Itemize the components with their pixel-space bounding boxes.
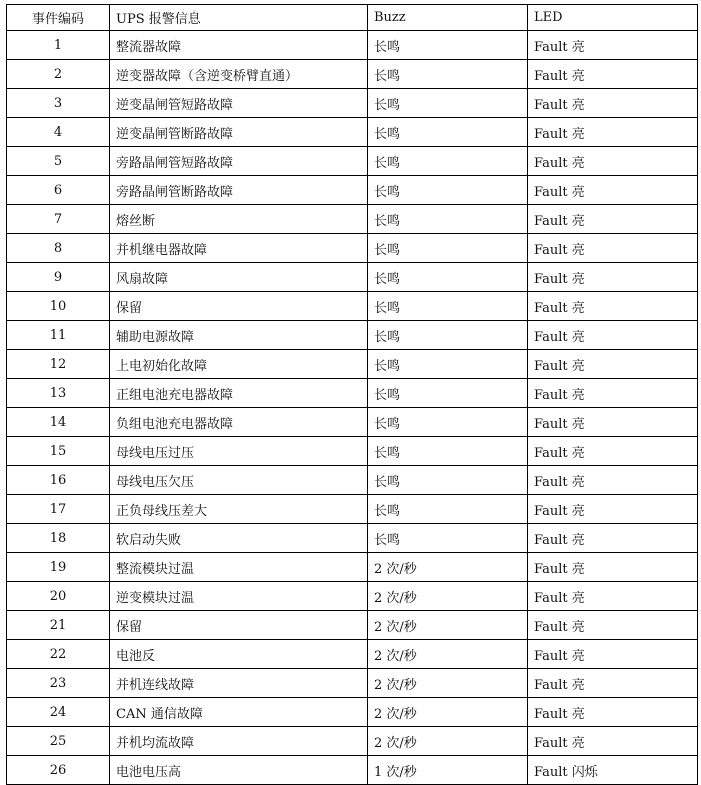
buzz-cell: 长鸣 <box>368 205 528 234</box>
event-code-cell: 22 <box>7 640 110 669</box>
led-cell: Fault 亮 <box>528 408 698 437</box>
alarm-info-cell: 保留 <box>110 292 368 321</box>
led-cell: Fault 亮 <box>528 31 698 60</box>
table-row <box>7 89 698 118</box>
led-cell: Fault 亮 <box>528 292 698 321</box>
alarm-info-cell: 并机继电器故障 <box>110 234 368 263</box>
buzz-cell: 长鸣 <box>368 524 528 553</box>
table-row <box>7 437 698 466</box>
alarm-info-cell: 整流模块过温 <box>110 553 368 582</box>
table-row <box>7 669 698 698</box>
led-cell: Fault 亮 <box>528 321 698 350</box>
table-header-row <box>7 5 698 31</box>
led-cell: Fault 亮 <box>528 379 698 408</box>
led-cell: Fault 亮 <box>528 727 698 756</box>
buzz-cell: 长鸣 <box>368 437 528 466</box>
led-cell: Fault 亮 <box>528 147 698 176</box>
buzz-cell: 1 次/秒 <box>368 756 528 785</box>
buzz-cell: 长鸣 <box>368 118 528 147</box>
alarm-table-container <box>6 4 698 785</box>
led-cell: Fault 亮 <box>528 698 698 727</box>
alarm-info-cell: 并机连线故障 <box>110 669 368 698</box>
led-cell: Fault 亮 <box>528 205 698 234</box>
buzz-cell: 2 次/秒 <box>368 727 528 756</box>
event-code-cell: 18 <box>7 524 110 553</box>
alarm-info-cell: 逆变模块过温 <box>110 582 368 611</box>
header-event-code: 事件编码 <box>7 5 110 31</box>
alarm-info-cell: 负组电池充电器故障 <box>110 408 368 437</box>
alarm-info-cell: 上电初始化故障 <box>110 350 368 379</box>
event-code-cell: 4 <box>7 118 110 147</box>
table-row <box>7 147 698 176</box>
header-led: LED <box>528 5 698 31</box>
alarm-info-cell: 电池电压高 <box>110 756 368 785</box>
table-row <box>7 727 698 756</box>
table-row <box>7 118 698 147</box>
event-code-cell: 5 <box>7 147 110 176</box>
event-code-cell: 7 <box>7 205 110 234</box>
led-cell: Fault 亮 <box>528 234 698 263</box>
alarm-info-cell: 母线电压过压 <box>110 437 368 466</box>
table-row <box>7 408 698 437</box>
table-row <box>7 350 698 379</box>
table-row <box>7 205 698 234</box>
alarm-info-cell: CAN 通信故障 <box>110 698 368 727</box>
event-code-cell: 11 <box>7 321 110 350</box>
event-code-cell: 21 <box>7 611 110 640</box>
table-row <box>7 698 698 727</box>
table-row <box>7 234 698 263</box>
buzz-cell: 长鸣 <box>368 176 528 205</box>
buzz-cell: 长鸣 <box>368 466 528 495</box>
led-cell: Fault 亮 <box>528 89 698 118</box>
event-code-cell: 23 <box>7 669 110 698</box>
alarm-info-cell: 母线电压欠压 <box>110 466 368 495</box>
alarm-info-cell: 风扇故障 <box>110 263 368 292</box>
event-code-cell: 9 <box>7 263 110 292</box>
alarm-info-cell: 整流器故障 <box>110 31 368 60</box>
event-code-cell: 15 <box>7 437 110 466</box>
led-cell: Fault 亮 <box>528 553 698 582</box>
led-cell: Fault 亮 <box>528 466 698 495</box>
led-cell: Fault 亮 <box>528 437 698 466</box>
led-cell: Fault 亮 <box>528 350 698 379</box>
buzz-cell: 长鸣 <box>368 350 528 379</box>
buzz-cell: 长鸣 <box>368 89 528 118</box>
buzz-cell: 长鸣 <box>368 147 528 176</box>
ups-alarm-table <box>6 4 698 785</box>
buzz-cell: 2 次/秒 <box>368 582 528 611</box>
led-cell: Fault 亮 <box>528 524 698 553</box>
led-cell: Fault 亮 <box>528 263 698 292</box>
table-row <box>7 263 698 292</box>
table-row <box>7 176 698 205</box>
table-row <box>7 379 698 408</box>
header-alarm-info: UPS 报警信息 <box>110 5 368 31</box>
event-code-cell: 6 <box>7 176 110 205</box>
led-cell: Fault 亮 <box>528 611 698 640</box>
table-row <box>7 582 698 611</box>
buzz-cell: 长鸣 <box>368 379 528 408</box>
table-row <box>7 640 698 669</box>
buzz-cell: 长鸣 <box>368 408 528 437</box>
table-row <box>7 611 698 640</box>
table-row <box>7 321 698 350</box>
led-cell: Fault 亮 <box>528 118 698 147</box>
table-row <box>7 60 698 89</box>
table-row <box>7 553 698 582</box>
buzz-cell: 2 次/秒 <box>368 553 528 582</box>
event-code-cell: 20 <box>7 582 110 611</box>
event-code-cell: 17 <box>7 495 110 524</box>
alarm-info-cell: 旁路晶闸管断路故障 <box>110 176 368 205</box>
buzz-cell: 长鸣 <box>368 31 528 60</box>
alarm-info-cell: 辅助电源故障 <box>110 321 368 350</box>
buzz-cell: 2 次/秒 <box>368 640 528 669</box>
buzz-cell: 长鸣 <box>368 292 528 321</box>
table-row <box>7 524 698 553</box>
table-row <box>7 292 698 321</box>
table-row <box>7 756 698 785</box>
buzz-cell: 长鸣 <box>368 263 528 292</box>
table-row <box>7 31 698 60</box>
buzz-cell: 2 次/秒 <box>368 669 528 698</box>
header-buzz: Buzz <box>368 5 528 31</box>
led-cell: Fault 亮 <box>528 669 698 698</box>
event-code-cell: 8 <box>7 234 110 263</box>
event-code-cell: 12 <box>7 350 110 379</box>
alarm-info-cell: 电池反 <box>110 640 368 669</box>
led-cell: Fault 亮 <box>528 60 698 89</box>
buzz-cell: 2 次/秒 <box>368 698 528 727</box>
alarm-info-cell: 正组电池充电器故障 <box>110 379 368 408</box>
table-row <box>7 495 698 524</box>
event-code-cell: 1 <box>7 31 110 60</box>
event-code-cell: 25 <box>7 727 110 756</box>
alarm-info-cell: 并机均流故障 <box>110 727 368 756</box>
event-code-cell: 16 <box>7 466 110 495</box>
led-cell: Fault 亮 <box>528 176 698 205</box>
event-code-cell: 14 <box>7 408 110 437</box>
event-code-cell: 13 <box>7 379 110 408</box>
event-code-cell: 26 <box>7 756 110 785</box>
buzz-cell: 长鸣 <box>368 321 528 350</box>
table-row <box>7 466 698 495</box>
buzz-cell: 2 次/秒 <box>368 611 528 640</box>
alarm-info-cell: 熔丝断 <box>110 205 368 234</box>
event-code-cell: 10 <box>7 292 110 321</box>
alarm-info-cell: 保留 <box>110 611 368 640</box>
alarm-info-cell: 正负母线压差大 <box>110 495 368 524</box>
buzz-cell: 长鸣 <box>368 60 528 89</box>
buzz-cell: 长鸣 <box>368 495 528 524</box>
led-cell: Fault 亮 <box>528 495 698 524</box>
alarm-info-cell: 逆变晶闸管短路故障 <box>110 89 368 118</box>
event-code-cell: 3 <box>7 89 110 118</box>
alarm-info-cell: 软启动失败 <box>110 524 368 553</box>
event-code-cell: 19 <box>7 553 110 582</box>
alarm-info-cell: 逆变晶闸管断路故障 <box>110 118 368 147</box>
alarm-info-cell: 逆变器故障（含逆变桥臂直通） <box>110 60 368 89</box>
alarm-info-cell: 旁路晶闸管短路故障 <box>110 147 368 176</box>
led-cell: Fault 闪烁 <box>528 756 698 785</box>
led-cell: Fault 亮 <box>528 582 698 611</box>
buzz-cell: 长鸣 <box>368 234 528 263</box>
event-code-cell: 2 <box>7 60 110 89</box>
led-cell: Fault 亮 <box>528 640 698 669</box>
event-code-cell: 24 <box>7 698 110 727</box>
